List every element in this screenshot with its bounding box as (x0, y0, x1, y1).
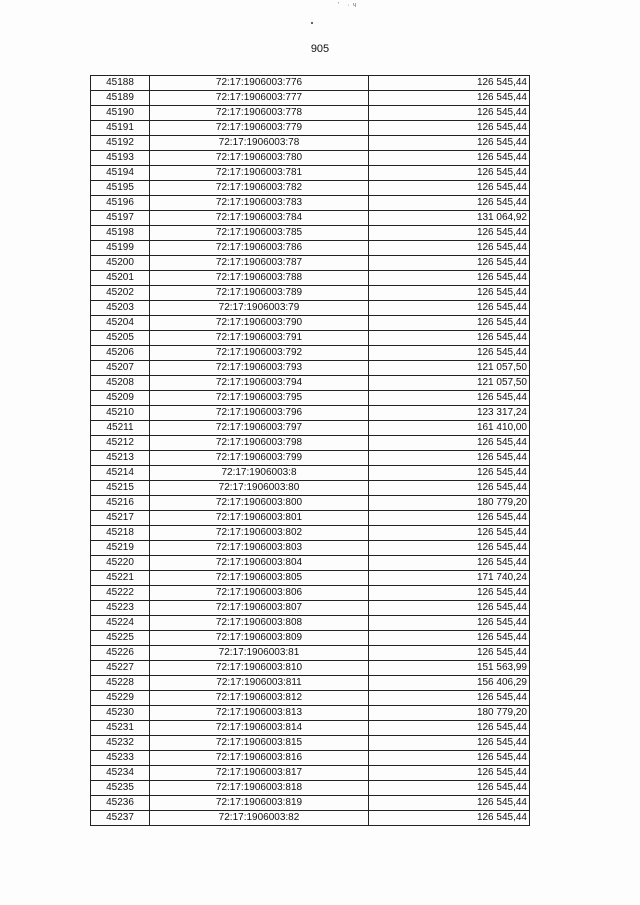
amount-value: 180 779,20 (369, 706, 530, 721)
table-row (91, 781, 530, 796)
cadastral-number: 72:17:1906003:806 (150, 586, 369, 601)
table-row (91, 601, 530, 616)
table-row (91, 511, 530, 526)
amount-value: 126 545,44 (369, 586, 530, 601)
row-number: 45204 (91, 316, 150, 331)
cadastral-number: 72:17:1906003:798 (150, 436, 369, 451)
cadastral-number: 72:17:1906003:812 (150, 691, 369, 706)
table-row (91, 181, 530, 196)
amount-value: 126 545,44 (369, 286, 530, 301)
table-row (91, 196, 530, 211)
row-number: 45227 (91, 661, 150, 676)
cadastral-number: 72:17:1906003:795 (150, 391, 369, 406)
table-row (91, 676, 530, 691)
scan-marks: ' ·ч (338, 2, 360, 9)
amount-value: 156 406,29 (369, 676, 530, 691)
amount-value: 126 545,44 (369, 181, 530, 196)
table-row (91, 271, 530, 286)
cadastral-number: 72:17:1906003:792 (150, 346, 369, 361)
table-row (91, 586, 530, 601)
table-row (91, 256, 530, 271)
amount-value: 151 563,99 (369, 661, 530, 676)
amount-value: 123 317,24 (369, 406, 530, 421)
amount-value: 121 057,50 (369, 361, 530, 376)
row-number: 45207 (91, 361, 150, 376)
row-number: 45213 (91, 451, 150, 466)
row-number: 45189 (91, 91, 150, 106)
cadastral-number: 72:17:1906003:805 (150, 571, 369, 586)
table-row (91, 811, 530, 826)
table-row (91, 721, 530, 736)
cadastral-number: 72:17:1906003:793 (150, 361, 369, 376)
row-number: 45217 (91, 511, 150, 526)
table-row (91, 211, 530, 226)
amount-value: 126 545,44 (369, 91, 530, 106)
table-row (91, 481, 530, 496)
amount-value: 126 545,44 (369, 781, 530, 796)
cadastral-number: 72:17:1906003:778 (150, 106, 369, 121)
table-row (91, 616, 530, 631)
table-row (91, 661, 530, 676)
cadastral-number: 72:17:1906003:80 (150, 481, 369, 496)
amount-value: 126 545,44 (369, 346, 530, 361)
cadastral-number: 72:17:1906003:779 (150, 121, 369, 136)
cadastral-number: 72:17:1906003:816 (150, 751, 369, 766)
amount-value: 126 545,44 (369, 766, 530, 781)
table-row (91, 736, 530, 751)
table-row (91, 316, 530, 331)
row-number: 45196 (91, 196, 150, 211)
row-number: 45193 (91, 151, 150, 166)
amount-value: 126 545,44 (369, 301, 530, 316)
row-number: 45198 (91, 226, 150, 241)
amount-value: 161 410,00 (369, 421, 530, 436)
cadastral-number: 72:17:1906003:804 (150, 556, 369, 571)
amount-value: 180 779,20 (369, 496, 530, 511)
row-number: 45224 (91, 616, 150, 631)
cadastral-number: 72:17:1906003:803 (150, 541, 369, 556)
cadastral-number: 72:17:1906003:780 (150, 151, 369, 166)
table-row (91, 646, 530, 661)
row-number: 45199 (91, 241, 150, 256)
cadastral-number: 72:17:1906003:813 (150, 706, 369, 721)
row-number: 45200 (91, 256, 150, 271)
amount-value: 171 740,24 (369, 571, 530, 586)
cadastral-number: 72:17:1906003:78 (150, 136, 369, 151)
table-row (91, 151, 530, 166)
table-row (91, 166, 530, 181)
cadastral-number: 72:17:1906003:817 (150, 766, 369, 781)
row-number: 45215 (91, 481, 150, 496)
amount-value: 126 545,44 (369, 151, 530, 166)
amount-value: 126 545,44 (369, 796, 530, 811)
cadastral-number: 72:17:1906003:781 (150, 166, 369, 181)
cadastral-number: 72:17:1906003:789 (150, 286, 369, 301)
row-number: 45190 (91, 106, 150, 121)
amount-value: 126 545,44 (369, 556, 530, 571)
cadastral-number: 72:17:1906003:800 (150, 496, 369, 511)
table-row (91, 76, 530, 91)
cadastral-number: 72:17:1906003:788 (150, 271, 369, 286)
cadastral-number: 72:17:1906003:776 (150, 76, 369, 91)
row-number: 45203 (91, 301, 150, 316)
table-row (91, 556, 530, 571)
amount-value: 126 545,44 (369, 241, 530, 256)
table-row (91, 466, 530, 481)
row-number: 45221 (91, 571, 150, 586)
cadastral-number: 72:17:1906003:799 (150, 451, 369, 466)
amount-value: 126 545,44 (369, 736, 530, 751)
table-row (91, 121, 530, 136)
cadastral-number: 72:17:1906003:786 (150, 241, 369, 256)
row-number: 45212 (91, 436, 150, 451)
table-row (91, 751, 530, 766)
cadastral-number: 72:17:1906003:819 (150, 796, 369, 811)
scan-dot (311, 22, 313, 24)
amount-value: 126 545,44 (369, 121, 530, 136)
cadastral-number: 72:17:1906003:787 (150, 256, 369, 271)
row-number: 45201 (91, 271, 150, 286)
table-row (91, 706, 530, 721)
row-number: 45219 (91, 541, 150, 556)
table-row (91, 541, 530, 556)
row-number: 45222 (91, 586, 150, 601)
row-number: 45209 (91, 391, 150, 406)
row-number: 45228 (91, 676, 150, 691)
amount-value: 126 545,44 (369, 646, 530, 661)
cadastral-number: 72:17:1906003:791 (150, 331, 369, 346)
table-row (91, 361, 530, 376)
cadastral-number: 72:17:1906003:802 (150, 526, 369, 541)
row-number: 45214 (91, 466, 150, 481)
row-number: 45232 (91, 736, 150, 751)
row-number: 45223 (91, 601, 150, 616)
cadastral-number: 72:17:1906003:81 (150, 646, 369, 661)
table-row (91, 766, 530, 781)
amount-value: 126 545,44 (369, 511, 530, 526)
row-number: 45208 (91, 376, 150, 391)
row-number: 45236 (91, 796, 150, 811)
table-row (91, 301, 530, 316)
row-number: 45218 (91, 526, 150, 541)
table-row (91, 136, 530, 151)
amount-value: 126 545,44 (369, 256, 530, 271)
row-number: 45197 (91, 211, 150, 226)
table-row (91, 406, 530, 421)
row-number: 45205 (91, 331, 150, 346)
cadastral-number: 72:17:1906003:814 (150, 721, 369, 736)
amount-value: 126 545,44 (369, 721, 530, 736)
row-number: 45230 (91, 706, 150, 721)
amount-value: 126 545,44 (369, 631, 530, 646)
table-row (91, 691, 530, 706)
table-row (91, 376, 530, 391)
amount-value: 126 545,44 (369, 391, 530, 406)
page-number: 905 (310, 43, 330, 55)
row-number: 45216 (91, 496, 150, 511)
table-row (91, 451, 530, 466)
cadastral-number: 72:17:1906003:811 (150, 676, 369, 691)
cadastral-number: 72:17:1906003:8 (150, 466, 369, 481)
table-row (91, 331, 530, 346)
cadastral-number: 72:17:1906003:794 (150, 376, 369, 391)
table-row (91, 496, 530, 511)
row-number: 45191 (91, 121, 150, 136)
amount-value: 126 545,44 (369, 271, 530, 286)
amount-value: 126 545,44 (369, 331, 530, 346)
cadastral-number: 72:17:1906003:784 (150, 211, 369, 226)
cadastral-number: 72:17:1906003:818 (150, 781, 369, 796)
row-number: 45206 (91, 346, 150, 361)
row-number: 45225 (91, 631, 150, 646)
row-number: 45226 (91, 646, 150, 661)
cadastral-table (90, 75, 530, 826)
cadastral-number: 72:17:1906003:82 (150, 811, 369, 826)
table-row (91, 346, 530, 361)
amount-value: 126 545,44 (369, 526, 530, 541)
cadastral-number: 72:17:1906003:797 (150, 421, 369, 436)
amount-value: 126 545,44 (369, 811, 530, 826)
amount-value: 126 545,44 (369, 751, 530, 766)
table-row (91, 391, 530, 406)
table-row (91, 526, 530, 541)
row-number: 45195 (91, 181, 150, 196)
cadastral-number: 72:17:1906003:790 (150, 316, 369, 331)
cadastral-number: 72:17:1906003:782 (150, 181, 369, 196)
table-row (91, 91, 530, 106)
row-number: 45211 (91, 421, 150, 436)
amount-value: 121 057,50 (369, 376, 530, 391)
table-row (91, 286, 530, 301)
cadastral-number: 72:17:1906003:796 (150, 406, 369, 421)
row-number: 45237 (91, 811, 150, 826)
amount-value: 126 545,44 (369, 106, 530, 121)
amount-value: 126 545,44 (369, 616, 530, 631)
table-row (91, 241, 530, 256)
amount-value: 126 545,44 (369, 451, 530, 466)
cadastral-number: 72:17:1906003:777 (150, 91, 369, 106)
cadastral-number: 72:17:1906003:810 (150, 661, 369, 676)
row-number: 45235 (91, 781, 150, 796)
cadastral-number: 72:17:1906003:809 (150, 631, 369, 646)
row-number: 45202 (91, 286, 150, 301)
row-number: 45231 (91, 721, 150, 736)
amount-value: 126 545,44 (369, 601, 530, 616)
row-number: 45188 (91, 76, 150, 91)
cadastral-number: 72:17:1906003:783 (150, 196, 369, 211)
cadastral-number: 72:17:1906003:79 (150, 301, 369, 316)
row-number: 45234 (91, 766, 150, 781)
row-number: 45210 (91, 406, 150, 421)
row-number: 45229 (91, 691, 150, 706)
amount-value: 126 545,44 (369, 541, 530, 556)
table-row (91, 571, 530, 586)
amount-value: 126 545,44 (369, 226, 530, 241)
amount-value: 126 545,44 (369, 196, 530, 211)
cadastral-number: 72:17:1906003:785 (150, 226, 369, 241)
amount-value: 126 545,44 (369, 316, 530, 331)
cadastral-number: 72:17:1906003:801 (150, 511, 369, 526)
amount-value: 126 545,44 (369, 136, 530, 151)
row-number: 45220 (91, 556, 150, 571)
amount-value: 131 064,92 (369, 211, 530, 226)
row-number: 45192 (91, 136, 150, 151)
table-body (91, 76, 530, 826)
amount-value: 126 545,44 (369, 691, 530, 706)
table-row (91, 436, 530, 451)
cadastral-number: 72:17:1906003:808 (150, 616, 369, 631)
amount-value: 126 545,44 (369, 76, 530, 91)
cadastral-number: 72:17:1906003:807 (150, 601, 369, 616)
amount-value: 126 545,44 (369, 481, 530, 496)
table-row (91, 421, 530, 436)
table-row (91, 106, 530, 121)
amount-value: 126 545,44 (369, 436, 530, 451)
row-number: 45194 (91, 166, 150, 181)
amount-value: 126 545,44 (369, 466, 530, 481)
amount-value: 126 545,44 (369, 166, 530, 181)
row-number: 45233 (91, 751, 150, 766)
table-row (91, 226, 530, 241)
cadastral-number: 72:17:1906003:815 (150, 736, 369, 751)
table-row (91, 796, 530, 811)
table-row (91, 631, 530, 646)
